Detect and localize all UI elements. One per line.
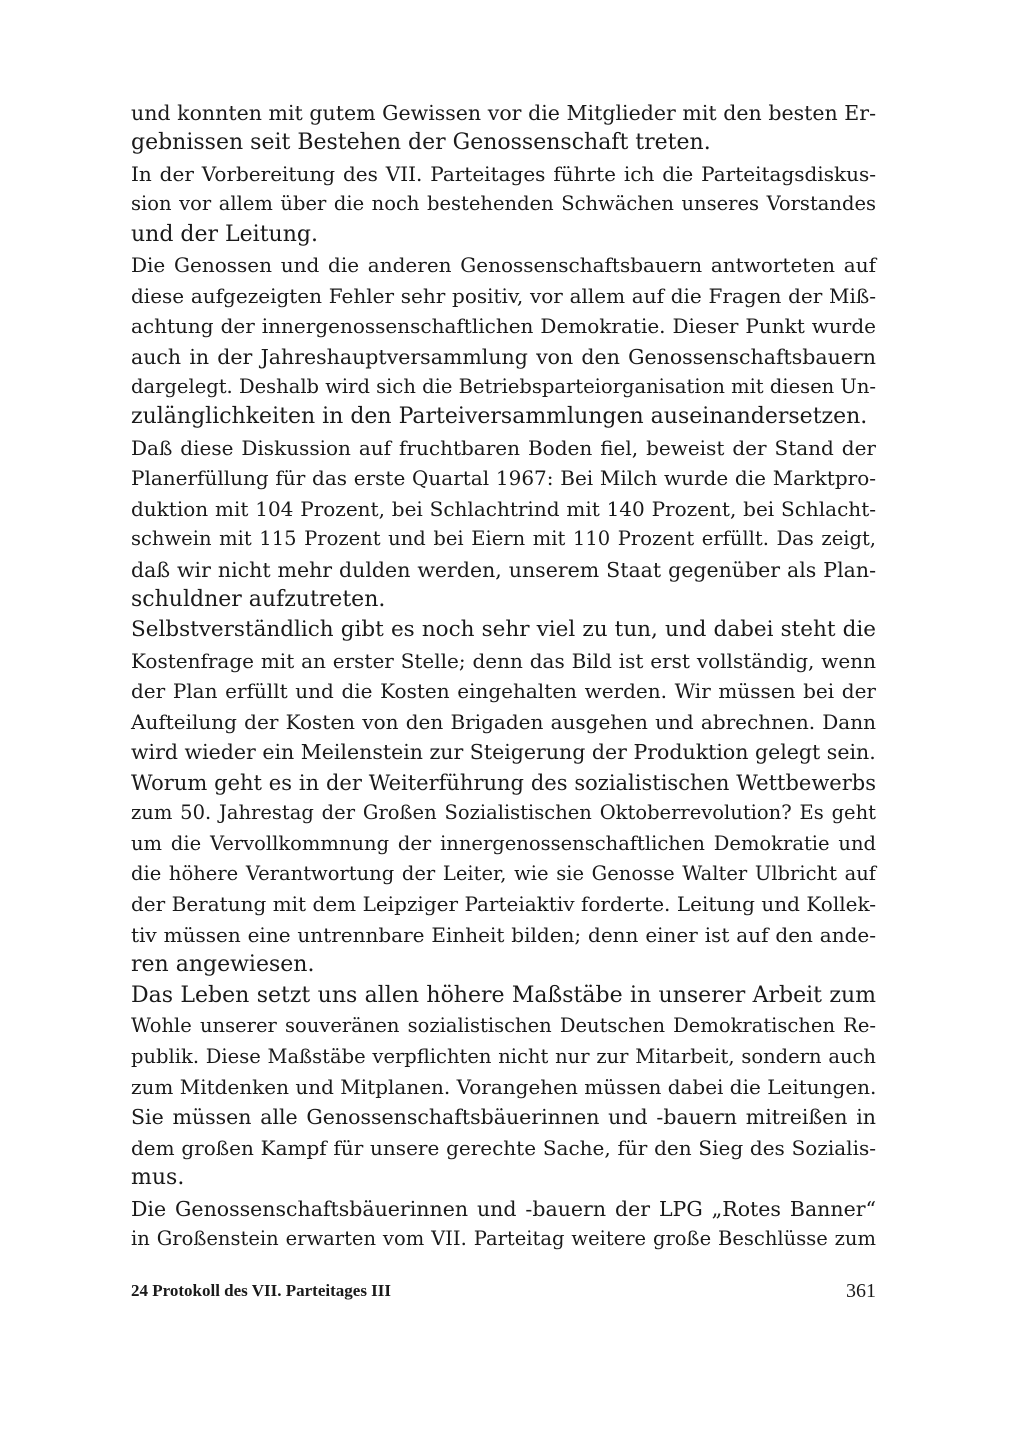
page-footer	[131, 1276, 876, 1306]
text-line: tiv müssen eine untrennbare Einheit bilden; denn einer ist auf den ande-	[131, 922, 876, 947]
text-line: um die Vervollkommnung der innergenossenschaftlichen Demokratie und	[131, 831, 876, 855]
text-line: die höhere Verantwortung der Leiter, wie sie Genosse Walter Ulbricht auf	[131, 861, 876, 885]
text-line: Kostenfrage mit an erster Stelle; denn das Bild ist erst vollständig, wenn	[131, 648, 876, 673]
text-line: Sie müssen alle Genossenschaftsbäuerinnen und -bauern mitreißen in	[131, 1105, 876, 1130]
text-line: Die Genossenschaftsbäuerinnen und -bauern der LPG „Rotes Banner“	[131, 1196, 876, 1221]
text-line: zulänglichkeiten in den Parteiversammlungen auseinandersetzen.	[131, 404, 868, 430]
text-line: duktion mit 104 Prozent, bei Schlachtrind mit 140 Prozent, bei Schlacht-	[131, 496, 876, 521]
text-line: zum 50. Jahrestag der Großen Sozialistischen Oktoberrevolution? Es geht	[131, 801, 876, 825]
text-line: Planerfüllung für das erste Quartal 1967: Bei Milch wurde die Marktpro-	[131, 466, 876, 491]
text-line: gebnissen seit Bestehen der Genossenschaft treten.	[131, 130, 711, 156]
text-line: Die Genossen und die anderen Genossenschaftsbauern antworteten auf	[131, 253, 876, 278]
text-line: sion vor allem über die noch bestehenden Schwächen unseres Vorstandes	[131, 192, 876, 216]
text-line: Daß diese Diskussion auf fruchtbaren Boden fiel, beweist der Stand der	[131, 435, 876, 460]
text-line: dargelegt. Deshalb wird sich die Betriebsparteiorganisation mit diesen Un-	[131, 374, 876, 398]
text-line: in Großenstein erwarten vom VII. Parteitag weitere große Beschlüsse zum	[131, 1227, 876, 1251]
text-line: wird wieder ein Meilenstein zur Steigerung der Produktion gelegt sein.	[131, 740, 876, 765]
text-line: Worum geht es in der Weiterführung des sozialistischen Wettbewerbs	[131, 770, 876, 795]
text-line: In der Vorbereitung des VII. Parteitages führte ich die Parteitagsdiskus-	[131, 161, 876, 186]
text-line: daß wir nicht mehr dulden werden, unserem Staat gegenüber als Plan-	[131, 557, 876, 582]
page-number: 361	[846, 1280, 876, 1302]
text-line: dem großen Kampf für unsere gerechte Sache, für den Sieg des Sozialis-	[131, 1135, 876, 1160]
text-line: zum Mitdenken und Mitplanen. Vorangehen müssen dabei die Leitungen.	[131, 1075, 877, 1099]
text-line: achtung der innergenossenschaftlichen Demokratie. Dieser Punkt wurde	[131, 314, 876, 339]
text-line: Das Leben setzt uns allen höhere Maßstäbe in unserer Arbeit zum	[131, 982, 876, 1008]
text-line: Aufteilung der Kosten von den Brigaden ausgehen und abrechnen. Dann	[131, 709, 876, 734]
text-line: Wohle unserer souveränen sozialistischen Deutschen Demokratischen Re-	[131, 1014, 876, 1038]
footer-signature-note: 24 Protokoll des VII. Parteitages III	[131, 1281, 392, 1300]
text-line: schuldner aufzutreten.	[131, 587, 386, 612]
text-line: ren angewiesen.	[131, 952, 315, 978]
text-line: schwein mit 115 Prozent und bei Eiern mit 110 Prozent erfüllt. Das zeigt,	[131, 527, 876, 551]
text-line: diese aufgezeigten Fehler sehr positiv, vor allem auf die Fragen der Miß-	[131, 283, 876, 308]
text-line: auch in der Jahreshauptversammlung von den Genossenschaftsbauern	[131, 344, 876, 369]
body-text	[131, 98, 876, 1255]
text-line: und der Leitung.	[131, 221, 318, 247]
text-line: der Beratung mit dem Leipziger Parteiaktiv forderte. Leitung und Kollek-	[131, 892, 876, 917]
text-line: und konnten mit gutem Gewissen vor die Mitglieder mit den besten Er-	[131, 101, 876, 125]
text-line: mus.	[131, 1165, 185, 1191]
text-line: der Plan erfüllt und die Kosten eingehalten werden. Wir müssen bei der	[131, 679, 876, 704]
text-line: publik. Diese Maßstäbe verpflichten nicht nur zur Mitarbeit, sondern auch	[131, 1044, 876, 1068]
text-line: Selbstverständlich gibt es noch sehr viel zu tun, und dabei steht die	[131, 617, 876, 643]
